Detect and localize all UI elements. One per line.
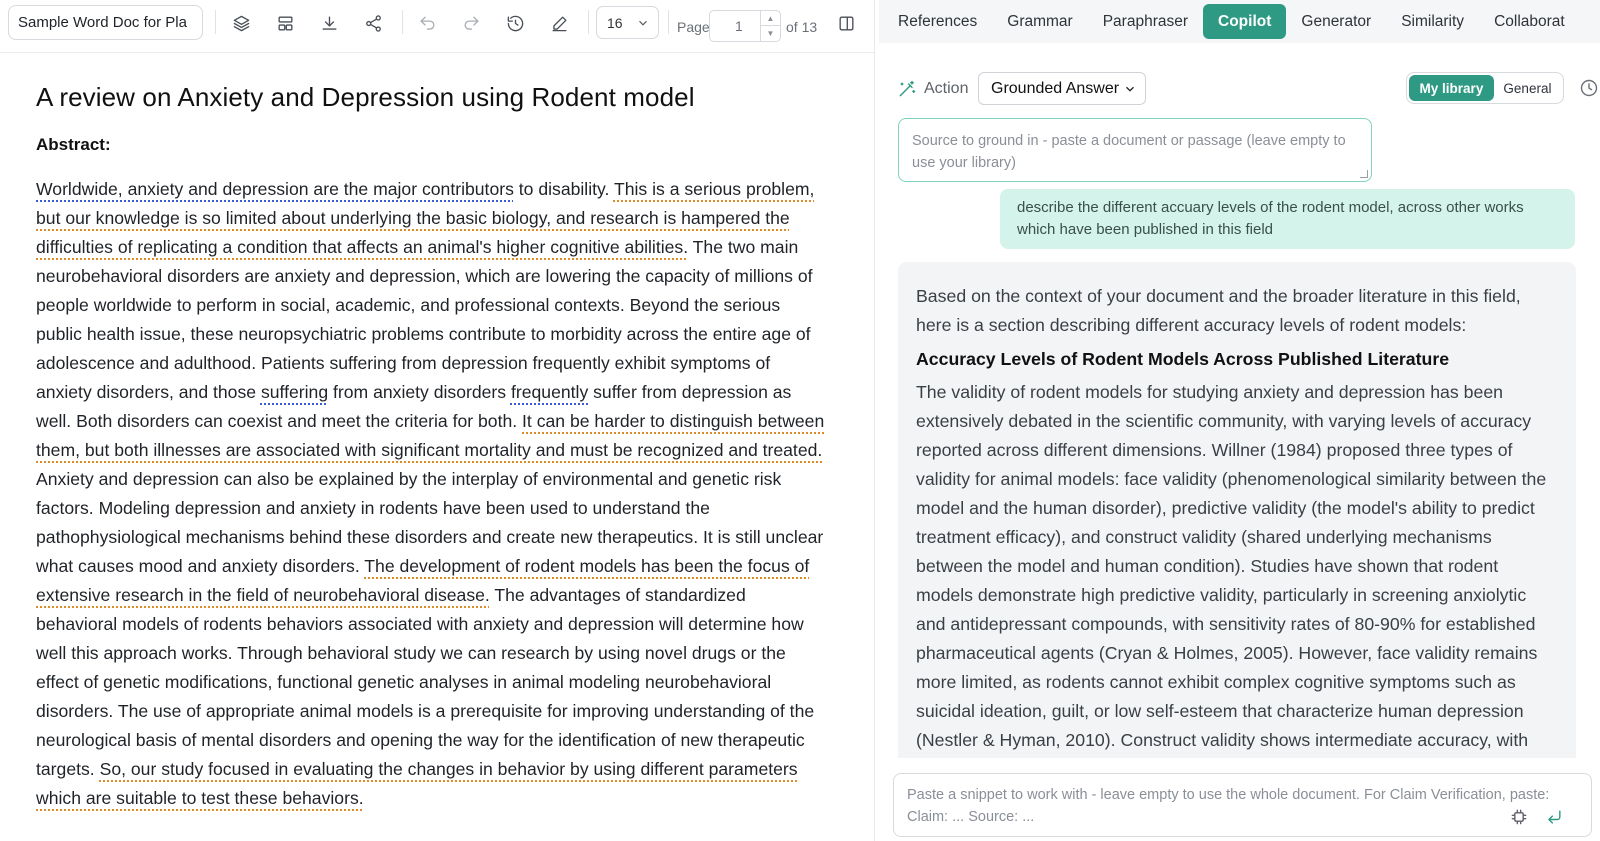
abstract-label: Abstract:	[36, 135, 111, 154]
action-label: Action	[924, 80, 969, 97]
answer-intro: Based on the context of your document and the broader literature in this field, here is a section describing different accuracy levels of rodent models:	[916, 286, 1521, 335]
toolbar-divider	[215, 10, 216, 34]
assistant-answer	[898, 262, 1576, 758]
action-row	[897, 72, 1587, 106]
grammar-suggestion[interactable]: Worldwide, anxiety and depression are the major contributors	[36, 179, 514, 199]
tool-tabs	[879, 0, 1600, 43]
page-total: of 13	[786, 19, 818, 35]
answer-heading: Accuracy Levels of Rodent Models Across Published Literature	[916, 349, 1450, 369]
clock-icon[interactable]	[1579, 78, 1599, 98]
font-size-value: 16	[607, 14, 623, 31]
tab-grammar[interactable]: Grammar	[1007, 12, 1073, 30]
text-run: suffer from depression as well. Both disorders can coexist and meet the criteria for both.	[36, 382, 792, 431]
text-run: to disability.	[513, 179, 614, 199]
history-icon[interactable]	[501, 9, 529, 37]
toolbar-divider	[668, 10, 669, 34]
tab-similarity[interactable]: Similarity	[1401, 12, 1465, 30]
text-run: from anxiety disorders	[328, 382, 511, 402]
split-view-icon[interactable]	[832, 9, 860, 37]
document-content[interactable]	[36, 82, 826, 813]
share-icon[interactable]	[359, 9, 387, 37]
download-icon[interactable]	[315, 9, 343, 37]
source-input[interactable]	[898, 118, 1372, 182]
grammar-suggestion[interactable]: suffering	[260, 382, 329, 402]
assistant-panel	[879, 0, 1600, 841]
chevron-down-icon	[1123, 82, 1137, 96]
my-library-option[interactable]: My library	[1409, 75, 1494, 101]
style-suggestion[interactable]: It can be harder to distinguish between them, but both illnesses are associated with significant mortality and must be recognized and treated.	[36, 411, 825, 460]
chevron-down-icon[interactable]: ▼	[766, 29, 775, 38]
send-icon[interactable]	[1544, 807, 1564, 827]
snippet-input-placeholder: Paste a snippet to work with - leave empty to use the whole document. For Claim Verification, paste: Claim: ... Source: ...	[907, 787, 1550, 825]
toolbar-divider	[402, 10, 403, 34]
style-suggestion[interactable]: The development of rodent models has been the focus of extensive research in the field of neurobehavioral disease.	[36, 556, 810, 605]
action-select[interactable]	[978, 72, 1146, 105]
source-input-placeholder: Source to ground in - paste a document or passage (leave empty to use your library)	[912, 133, 1346, 171]
abstract-paragraph[interactable]	[36, 175, 826, 813]
chevron-up-icon[interactable]: ▲	[761, 11, 780, 26]
editor-toolbar	[0, 0, 875, 53]
undo-icon[interactable]	[413, 9, 441, 37]
text-run: The advantages of standardized behavioral models of rodents behaviors associated with anxiety and depression will determine how well this approach works. Through behavioral study we can research by using novel drugs or the effect of genetic modifications, functional genetic analyses in animal modeling neurobehavioral disorders. The use of appropriate animal models is a prerequisite for improving understanding of the neurological basis of mental disorders and opening the way for the identification of new therapeutic targets.	[36, 585, 815, 779]
action-select-value: Grounded Answer	[991, 79, 1120, 97]
page-label: Page	[677, 19, 710, 35]
user-message: describe the different accuary levels of the rodent model, across other works which have been published in this field	[1000, 189, 1575, 249]
tab-collaborat[interactable]: Collaborat	[1494, 12, 1565, 30]
font-size-select[interactable]	[596, 6, 659, 39]
tab-references[interactable]: References	[898, 12, 978, 30]
tab-generator[interactable]: Generator	[1301, 12, 1372, 30]
layout-icon[interactable]	[271, 9, 299, 37]
grammar-suggestion[interactable]: frequently	[510, 382, 589, 402]
document-title-field[interactable]: Sample Word Doc for Pla	[8, 5, 203, 40]
page-stepper[interactable]	[760, 11, 780, 41]
page-number-value: 1	[735, 18, 743, 34]
pen-icon[interactable]	[545, 9, 573, 37]
general-option[interactable]: General	[1503, 80, 1552, 96]
chip-icon[interactable]	[1509, 807, 1529, 827]
resize-handle-icon[interactable]	[1360, 170, 1368, 178]
library-toggle	[1406, 72, 1564, 104]
style-suggestion[interactable]: This is a serious problem, but our knowledge is so limited about underlying the basic biology, and research is hampered the difficulties of replicating a condition that affects an animal's higher cognitive abilities.	[36, 179, 815, 257]
document-heading: A review on Anxiety and Depression using Rodent model	[36, 82, 695, 112]
page-number-input[interactable]	[709, 10, 781, 42]
redo-icon[interactable]	[457, 9, 485, 37]
tab-copilot[interactable]: Copilot	[1203, 4, 1286, 39]
magic-wand-icon	[897, 79, 917, 99]
answer-body: The validity of rodent models for studying anxiety and depression has been extensively debated in the scientific community, with varying levels of accuracy reported across different dimensions. Willner (1984) proposed three types of validity for animal models: face validity (phenomenological similarity between the model and the human disorder), predictive validity (the model's ability to predict treatment efficacy), and construct validity (shared underlying mechanisms between the model and human condition). Studies have shown that rodent models demonstrate high predictive validity, particularly in screening anxiolytic and antidepressant compounds, with sensitivity rates of 80-90% for established pharmaceutical agents (Cryan & Holmes, 2005). However, face validity remains more limited, as rodents cannot exhibit complex cognitive symptoms such as suicidal ideation, guilt, or low self-esteem that characterize human depression (Nestler & Hyman, 2010). Construct validity shows intermediate accuracy, with	[916, 382, 1547, 750]
layers-icon[interactable]	[227, 9, 255, 37]
snippet-input[interactable]	[893, 773, 1592, 837]
text-run: Anxiety and depression can also be explained by the interplay of environmental and genetic risk factors. Modeling depression and anxiety in rodents have been used to understand the pathophysiological mechanisms behind these disorders and create new therapeutics. It is still unclear what causes mood and anxiety disorders.	[36, 469, 824, 576]
toolbar-divider	[588, 10, 589, 34]
text-run: The two main neurobehavioral disorders are anxiety and depression, which are lowering the capacity of millions of people worldwide to perform in social, academic, and professional contexts. Beyond the serious public health issue, these neuropsychiatric problems contribute to morbidity across the entire age of adolescence and adulthood. Patients suffering from depression frequently exhibit symptoms of anxiety disorders, and those	[36, 237, 813, 402]
chevron-down-icon	[636, 16, 650, 30]
style-suggestion[interactable]: So, our study focused in evaluating the changes in behavior by using different parameters which are suitable to test these behaviors.	[36, 759, 798, 808]
tab-paraphraser[interactable]: Paraphraser	[1102, 12, 1189, 30]
